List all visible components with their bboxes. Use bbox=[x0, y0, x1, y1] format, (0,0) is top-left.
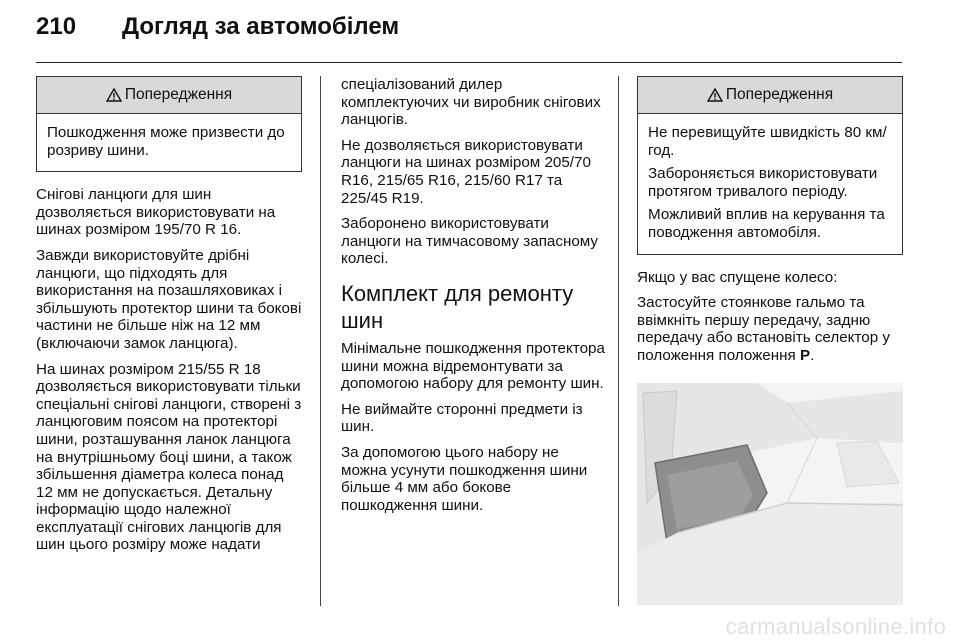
paragraph: Заборонено використовувати ланцюги на тимчасовому запасному колесі. bbox=[341, 215, 599, 268]
warning-header bbox=[37, 77, 301, 114]
warning-box bbox=[637, 76, 903, 255]
page-header bbox=[36, 13, 399, 53]
paragraph: Якщо у вас спущене колесо: bbox=[637, 268, 838, 286]
paragraph-end: . bbox=[810, 346, 815, 364]
paragraph: Завжди використовуйте дрібні ланцюги, що підходять для використання на позашляховиках і збільшують протектор шини та бокові частини не більше ніж на 12 мм (включаючи замок ланцюга). bbox=[36, 246, 302, 352]
paragraph bbox=[637, 294, 903, 364]
paragraph: Мінімальне пошкодження протектора шини можна відремонтувати за допомогою набору для ремонту шин. bbox=[341, 339, 605, 393]
warning-text: Не перевищуйте швидкість 80 км/год. bbox=[648, 124, 887, 159]
warning-body bbox=[638, 114, 902, 254]
gear-position-label: P bbox=[799, 346, 811, 364]
column-divider-1 bbox=[320, 76, 321, 606]
warning-text: Пошкодження може призвести до розриву шини. bbox=[47, 124, 285, 159]
warning-box bbox=[36, 76, 302, 172]
header-rule bbox=[36, 62, 902, 63]
warning-triangle-icon bbox=[106, 88, 122, 102]
paragraph: За допомогою цього набору не можна усунути пошкодження шини більше 4 мм або бокове пошкодження шини. bbox=[341, 443, 588, 514]
paragraph: спеціалізований дилер комплектуючих чи виробник снігових ланцюгів. bbox=[341, 76, 601, 129]
warning-triangle-icon bbox=[707, 88, 723, 102]
paragraph: Не дозволяється використовувати ланцюги на шинах розміром 205/70 R16, 215/65 R16, 215/60 R17 та 225/45 R19. bbox=[341, 136, 591, 207]
warning-body bbox=[37, 114, 301, 171]
column-divider-2 bbox=[618, 76, 619, 606]
paragraph-text: Застосуйте стоянкове гальмо та ввімкніть першу передачу, задню передачу або встановіть селектор у положення положення bbox=[637, 294, 890, 364]
page-number: 210 bbox=[36, 13, 77, 40]
trunk-illustration bbox=[637, 383, 903, 605]
middle-column bbox=[341, 76, 607, 522]
paragraph: Не виймайте сторонні предмети із шин. bbox=[341, 400, 583, 436]
left-column bbox=[36, 76, 302, 562]
warning-text: Забороняється використовувати протягом тривалого періоду. bbox=[648, 165, 878, 200]
warning-text: Можливий вплив на керування та поводження автомобіля. bbox=[648, 206, 885, 241]
warning-title: Попередження bbox=[124, 86, 233, 104]
right-column bbox=[637, 76, 903, 609]
watermark: carmanualsonline.info bbox=[725, 614, 946, 639]
section-title: Комплект для ремонту шин bbox=[341, 280, 574, 333]
paragraph: Снігові ланцюги для шин дозволяється використовувати на шинах розміром 195/70 R 16. bbox=[36, 186, 276, 239]
running-title: Догляд за автомобілем bbox=[122, 13, 400, 40]
warning-title: Попередження bbox=[725, 86, 834, 104]
warning-header bbox=[638, 77, 902, 114]
paragraph: На шинах розміром 215/55 R 18 дозволяється використовувати тільки спеціальні снігові ланцюги, створені з ланцюговим поясом на протекторі шини, розташування ланок ланцюга на внутрішньому боці шини, а також збільшення діаметра колеса понад 12 мм не допускається. Детальну інформацію щодо належної експлуатації снігових ланцюгів для шин цього розміру може надати bbox=[36, 360, 302, 554]
